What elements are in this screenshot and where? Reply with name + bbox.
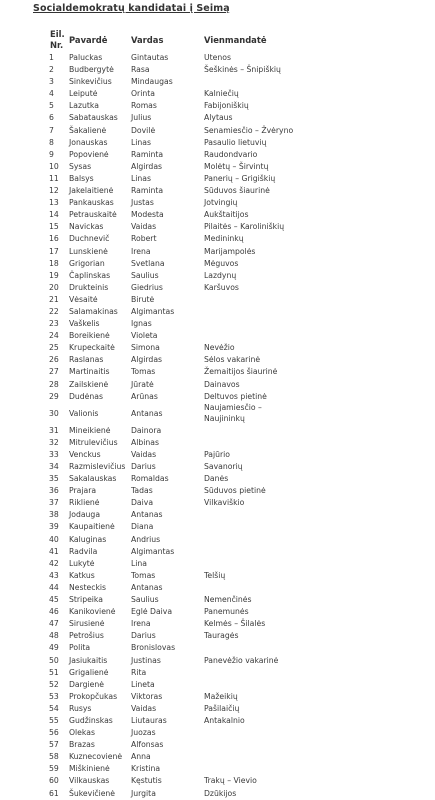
candidate-name: Dovilė [131, 125, 156, 135]
row-number: 4 [49, 89, 54, 99]
table-row [47, 318, 427, 330]
candidate-name: Darius [131, 462, 156, 471]
row-number: 36 [49, 486, 59, 496]
candidate-district: Marijampolės [204, 246, 256, 256]
table-row [47, 618, 427, 630]
candidate-district: Kalniečių [204, 89, 239, 99]
row-number: 53 [49, 691, 59, 701]
candidate-surname: Venckus [69, 449, 101, 459]
candidate-surname: Kanikovienė [69, 607, 116, 617]
row-number: 50 [49, 655, 59, 665]
candidate-district: Žemaitijos šiaurinė [204, 367, 278, 377]
row-number: 1 [49, 53, 54, 62]
row-number: 35 [49, 474, 59, 484]
candidate-surname: Sysas [69, 161, 92, 171]
row-number: 12 [49, 186, 59, 196]
row-number: 58 [49, 752, 59, 762]
table-row [47, 642, 427, 654]
row-number: 31 [49, 425, 59, 435]
candidate-district: Deltuvos pietinė [204, 391, 267, 401]
candidate-name: Lina [131, 558, 148, 568]
candidate-district: Panevėžio vakarinė [204, 655, 279, 665]
row-number: 15 [49, 222, 59, 232]
candidate-surname: Lunskienė [69, 246, 108, 256]
candidate-name: Romaldas [131, 474, 169, 484]
table-row [47, 594, 427, 606]
row-number: 37 [49, 498, 59, 508]
candidate-name: Darius [131, 631, 156, 641]
candidate-name: Lineta [131, 679, 155, 689]
candidate-surname: Grigorian [69, 258, 105, 268]
row-number: 10 [49, 161, 59, 171]
table-row [47, 149, 427, 161]
row-number: 23 [49, 319, 59, 329]
table-row [47, 461, 427, 473]
candidate-surname: Balsys [69, 173, 94, 183]
candidate-surname: Sinkevičius [69, 77, 112, 87]
table-row [47, 558, 427, 570]
candidate-surname: Sakalauskas [69, 474, 117, 484]
candidate-surname: Jodauga [69, 510, 101, 520]
candidate-district: Panemunės [204, 607, 249, 617]
table-row [47, 449, 427, 461]
candidate-district: Lazdynų [204, 270, 237, 280]
candidate-name: Rita [131, 667, 147, 677]
candidate-surname: Boreikienė [69, 331, 110, 341]
table-row [47, 630, 427, 642]
candidate-name: Ignas [131, 319, 152, 329]
candidate-name: Antanas [131, 582, 163, 592]
row-number: 38 [49, 510, 59, 520]
candidate-surname: Brazas [69, 740, 95, 750]
candidate-district: Antakalnio [204, 715, 245, 725]
row-number: 5 [49, 101, 54, 111]
candidate-surname: Olekas [69, 728, 95, 738]
row-number: 21 [49, 294, 59, 304]
table-row [47, 294, 427, 306]
row-number: 46 [49, 607, 59, 617]
row-number: 9 [49, 149, 54, 159]
row-number: 11 [49, 173, 59, 183]
row-number: 61 [49, 788, 59, 798]
table-row [47, 52, 427, 64]
row-number: 7 [49, 125, 54, 135]
table-row [47, 161, 427, 173]
row-number: 49 [49, 643, 59, 653]
candidate-district: Vilkaviškio [204, 498, 245, 508]
row-number: 8 [49, 137, 54, 147]
candidate-name: Linas [131, 137, 152, 147]
row-number: 39 [49, 522, 59, 532]
candidate-name: Rasa [131, 65, 150, 75]
row-number: 6 [49, 113, 54, 123]
candidate-surname: Jasiukaitis [69, 655, 108, 665]
table-row [47, 703, 427, 715]
candidate-surname: Katkus [69, 570, 95, 580]
row-number: 51 [49, 667, 59, 677]
table-row [47, 270, 427, 282]
candidate-surname: Mitrulevičius [69, 437, 118, 447]
candidate-name: Vaidas [131, 449, 157, 459]
candidate-district: Telšių [204, 570, 226, 580]
row-number: 41 [49, 546, 59, 556]
candidate-name: Tomas [131, 367, 156, 377]
candidate-name: Romas [131, 101, 157, 111]
candidate-surname: Zailskienė [69, 379, 109, 389]
candidate-name: Alfonsas [131, 740, 164, 750]
candidate-surname: Polita [69, 643, 91, 653]
candidate-district: Kelmės – Šilalės [204, 619, 266, 629]
candidate-surname: Leiputė [69, 89, 98, 99]
candidate-name: Justas [131, 198, 154, 208]
candidate-surname: Stripeika [69, 595, 103, 605]
candidate-surname: Kaupaitienė [69, 522, 115, 532]
candidate-district: Utenos [204, 53, 231, 62]
candidate-name: Antanas [131, 408, 163, 418]
candidate-surname: Prajara [69, 486, 97, 496]
table-row [47, 366, 427, 378]
candidate-name: Dainora [131, 425, 162, 435]
table-row [47, 521, 427, 533]
candidate-district: Pašilaičių [204, 703, 240, 713]
candidate-name: Juozas [131, 728, 156, 738]
row-number: 40 [49, 534, 59, 544]
candidate-name: Andrius [131, 534, 161, 544]
row-number: 18 [49, 258, 59, 268]
candidate-name: Vaidas [131, 222, 157, 232]
table-row [47, 739, 427, 751]
row-number: 52 [49, 679, 59, 689]
candidate-name: Diana [131, 522, 154, 532]
candidate-surname: Sabatauskas [69, 113, 118, 123]
candidate-name: Irena [131, 619, 151, 629]
table-row [47, 330, 427, 342]
candidate-surname: Petrauskaitė [69, 210, 117, 220]
table-row [47, 715, 427, 727]
candidate-surname: Radvila [69, 546, 98, 556]
row-number: 48 [49, 631, 59, 641]
candidate-name: Jūratė [131, 379, 154, 389]
candidate-surname: Lazutka [69, 101, 99, 111]
candidate-district: Alytaus [204, 113, 233, 123]
table-row [47, 246, 427, 258]
candidate-name: Anna [131, 752, 151, 762]
candidate-surname: Dargienė [69, 679, 105, 689]
table-row [47, 221, 427, 233]
row-number: 3 [49, 77, 54, 87]
candidate-name: Jurgita [131, 788, 156, 798]
row-number: 27 [49, 367, 59, 377]
candidate-surname: Duchnevič [69, 234, 110, 244]
table-row [47, 485, 427, 497]
table-row [47, 425, 427, 437]
row-number: 26 [49, 355, 59, 365]
candidate-district: Molėtų – Širvintų [204, 161, 269, 171]
row-number: 60 [49, 776, 59, 786]
row-number: 14 [49, 210, 59, 220]
table-row [47, 88, 427, 100]
candidate-surname: Kaluginas [69, 534, 107, 544]
table-row [47, 137, 427, 149]
candidate-name: Algimantas [131, 306, 175, 316]
row-number: 42 [49, 558, 59, 568]
candidate-district: Dzūkijos [204, 788, 237, 798]
table-row [47, 112, 427, 124]
row-number: 30 [49, 408, 59, 418]
table-row [47, 209, 427, 221]
candidate-name: Kęstutis [131, 776, 162, 786]
candidate-name: Viktoras [131, 691, 163, 701]
candidate-name: Vaidas [131, 703, 157, 713]
table-row [47, 655, 427, 667]
table-row [47, 185, 427, 197]
candidate-surname: Jonauskas [69, 137, 108, 147]
candidate-name: Albinas [131, 437, 159, 447]
candidate-district: Raudondvario [204, 149, 258, 159]
table-row [47, 379, 427, 391]
candidate-name: Antanas [131, 510, 163, 520]
row-number: 57 [49, 740, 59, 750]
candidate-surname: Sirusienė [69, 619, 105, 629]
row-number: 44 [49, 582, 59, 592]
table-row [47, 342, 427, 354]
candidate-name: Irena [131, 246, 151, 256]
candidate-district: Danės [204, 474, 229, 484]
candidate-name: Orinta [131, 89, 155, 99]
row-number: 34 [49, 462, 59, 471]
table-row [47, 534, 427, 546]
table-row [47, 403, 427, 425]
candidate-district: Pajūrio [204, 449, 231, 459]
candidate-surname: Navickas [69, 222, 104, 232]
candidate-surname: Dudėnas [69, 391, 103, 401]
table-row [47, 473, 427, 485]
table-row [47, 691, 427, 703]
candidate-surname: Salamakinas [69, 306, 118, 316]
candidate-surname: Valionis [69, 408, 99, 418]
candidate-name: Linas [131, 173, 152, 183]
candidate-district: Sūduvos pietinė [204, 486, 266, 496]
candidate-name: Raminta [131, 186, 164, 196]
row-number: 33 [49, 449, 59, 459]
candidate-district: Trakų – Vievio [204, 776, 257, 786]
table-row [47, 197, 427, 209]
candidate-name: Raminta [131, 149, 164, 159]
table-row [47, 64, 427, 76]
candidate-name: Algirdas [131, 161, 163, 171]
row-number: 16 [49, 234, 59, 244]
candidate-district: Fabijoniškių [204, 101, 249, 111]
candidate-district: Dainavos [204, 379, 240, 389]
candidate-surname: Nesteckis [69, 582, 107, 592]
table-row [47, 233, 427, 245]
candidate-name: Eglė Daiva [131, 607, 173, 617]
table-row [47, 606, 427, 618]
row-number: 47 [49, 619, 59, 629]
candidate-name: Arūnas [131, 391, 158, 401]
candidate-surname: Paluckas [69, 53, 103, 62]
row-number: 55 [49, 715, 59, 725]
candidate-name: Julius [131, 113, 152, 123]
candidate-district: Tauragės [204, 631, 239, 641]
candidate-table [47, 52, 427, 800]
row-number: 43 [49, 570, 59, 580]
candidate-name: Daiva [131, 498, 154, 508]
table-row [47, 679, 427, 691]
candidate-name: Algimantas [131, 546, 175, 556]
candidate-surname: Lukytė [69, 558, 95, 568]
candidate-surname: Drukteinis [69, 282, 109, 292]
candidate-name: Liutauras [131, 715, 167, 725]
candidate-surname: Rusys [69, 703, 92, 713]
row-number: 24 [49, 331, 59, 341]
candidate-name: Modesta [131, 210, 164, 220]
table-row [47, 354, 427, 366]
table-row [47, 582, 427, 594]
header-number: Eil. Nr. [50, 29, 65, 50]
candidate-surname: Razmislevičius [69, 462, 126, 471]
row-number: 45 [49, 595, 59, 605]
candidate-surname: Pankauskas [69, 198, 114, 208]
candidate-name: Kristina [131, 764, 161, 774]
candidate-surname: Riklienė [69, 498, 100, 508]
candidate-surname: Kuznecovienė [69, 752, 123, 762]
candidate-surname: Grigalienė [69, 667, 109, 677]
header-district: Vienmandatė [204, 35, 267, 45]
table-row [47, 173, 427, 185]
candidate-surname: Martinaitis [69, 367, 110, 377]
row-number: 29 [49, 391, 59, 401]
candidate-surname: Gudžinskas [69, 715, 113, 725]
row-number: 25 [49, 343, 59, 353]
candidate-name: Giedrius [131, 282, 163, 292]
candidate-surname: Vėsaitė [69, 294, 98, 304]
candidate-surname: Prokopčukas [69, 691, 118, 701]
row-number: 17 [49, 246, 59, 256]
candidate-district: Naujamiesčio – Naujininkų [204, 403, 262, 423]
candidate-surname: Krupeckaitė [69, 343, 115, 353]
candidate-district: Jotvingių [204, 198, 238, 208]
candidate-district: Medininkų [204, 234, 244, 244]
candidate-name: Saulius [131, 595, 159, 605]
candidate-name: Gintautas [131, 53, 169, 62]
candidate-district: Pilaitės – Karoliniškių [204, 222, 285, 232]
row-number: 22 [49, 306, 59, 316]
candidate-name: Mindaugas [131, 77, 173, 87]
candidate-name: Algirdas [131, 355, 163, 365]
candidate-surname: Budbergytė [69, 65, 114, 75]
table-row [47, 437, 427, 449]
candidate-district: Panerių – Grigiškių [204, 173, 276, 183]
candidate-surname: Šukevičienė [69, 788, 116, 798]
candidate-surname: Petrošius [69, 631, 104, 641]
table-row [47, 125, 427, 137]
table-row [47, 306, 427, 318]
table-row [47, 282, 427, 294]
candidate-district: Pasaulio lietuvių [204, 137, 267, 147]
candidate-district: Aukštaitijos [204, 210, 249, 220]
table-row [47, 509, 427, 521]
row-number: 2 [49, 65, 54, 75]
candidate-surname: Vilkauskas [69, 776, 110, 786]
page-title: Socialdemokratų kandidatai į Seimą [33, 3, 230, 14]
table-row [47, 727, 427, 739]
candidate-district: Karšuvos [204, 282, 239, 292]
candidate-district: Šeškinės – Šnipiškių [204, 65, 281, 75]
candidate-surname: Vaškelis [69, 319, 100, 329]
table-row [47, 258, 427, 270]
header-name: Vardas [131, 35, 164, 45]
candidate-name: Robert [131, 234, 157, 244]
table-row [47, 667, 427, 679]
table-row [47, 100, 427, 112]
candidate-surname: Šakalienė [69, 125, 107, 135]
row-number: 32 [49, 437, 59, 447]
table-row [47, 76, 427, 88]
candidate-name: Simona [131, 343, 160, 353]
candidate-district: Sūduvos šiaurinė [204, 186, 270, 196]
candidate-name: Birutė [131, 294, 155, 304]
candidate-surname: Miškinienė [69, 764, 110, 774]
table-row [47, 497, 427, 509]
row-number: 20 [49, 282, 59, 292]
table-row [47, 570, 427, 582]
candidate-surname: Čaplinskas [69, 270, 111, 280]
table-row [47, 763, 427, 775]
candidate-name: Saulius [131, 270, 159, 280]
candidate-name: Svetlana [131, 258, 165, 268]
candidate-district: Savanorių [204, 462, 243, 471]
candidate-name: Bronislovas [131, 643, 176, 653]
table-row [47, 775, 427, 787]
header-surname: Pavardė [69, 35, 108, 45]
candidate-district: Mažeikių [204, 691, 238, 701]
candidate-district: Mėguvos [204, 258, 239, 268]
candidate-name: Justinas [131, 655, 161, 665]
candidate-district: Nevėžio [204, 343, 235, 353]
candidate-district: Sėlos vakarinė [204, 355, 261, 365]
candidate-name: Tadas [131, 486, 153, 496]
table-row [47, 751, 427, 763]
candidate-surname: Raslanas [69, 355, 104, 365]
candidate-surname: Popovienė [69, 149, 109, 159]
row-number: 13 [49, 198, 59, 208]
table-row [47, 788, 427, 800]
candidate-district: Senamiesčio – Žvėryno [204, 125, 294, 135]
candidate-name: Tomas [131, 570, 156, 580]
table-row [47, 391, 427, 403]
table-row [47, 546, 427, 558]
candidate-surname: Mineikienė [69, 425, 111, 435]
row-number: 59 [49, 764, 59, 774]
row-number: 56 [49, 728, 59, 738]
candidate-district: Nemenčinės [204, 595, 252, 605]
candidate-surname: Jakelaitienė [69, 186, 114, 196]
row-number: 54 [49, 703, 59, 713]
row-number: 19 [49, 270, 59, 280]
candidate-name: Violeta [131, 331, 158, 341]
row-number: 28 [49, 379, 59, 389]
